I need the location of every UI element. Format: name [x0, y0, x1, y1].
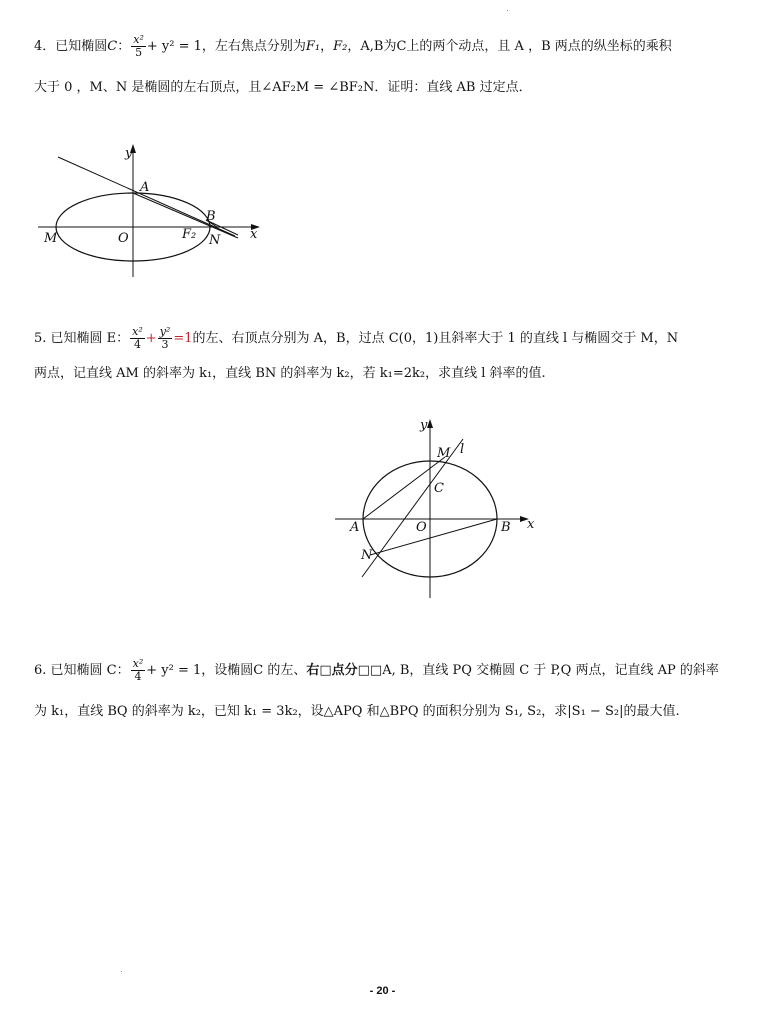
scan-dot	[121, 971, 122, 972]
problem-4-line-2: 大于 0 ，M、N 是椭圆的左右顶点，且∠AF₂M = ∠BF₂N．证明：直线 AB 过定点．	[34, 80, 532, 95]
label-y: y	[420, 418, 428, 433]
label-F2: F₂	[182, 227, 197, 242]
problem-6-line-1: 6. 已知椭圆 C： $\frac{\text{x²}}{4}$ + y² = 1，设椭圆C 的左、右□点分□□A, B，直线 PQ 交椭圆 C 于 P,Q 两点，记直线 AP 的斜率	[34, 657, 719, 683]
label-l: l	[460, 442, 465, 457]
figure-5-ellipse	[330, 415, 545, 600]
figure-4-ellipse	[30, 140, 270, 280]
problem-5-line-2: 两点，记直线 AM 的斜率为 k₁，直线 BN 的斜率为 k₂，若 k₁=2k₂，求直线 l 斜率的值.	[34, 366, 546, 381]
problem-6-line-2: 为 k₁，直线 BQ 的斜率为 k₂，已知 k₁ = 3k₂，设△APQ 和△BPQ 的面积分别为 S₁, S₂，求|S₁ − S₂|的最大值.	[34, 704, 680, 719]
label-C: C	[434, 481, 444, 496]
label-A: A	[350, 520, 360, 535]
label-M: M	[44, 231, 58, 246]
problem-5-line-1: 5. 已知椭圆 E： $\frac{\text{x²}}{4}$ + $\frac{\text{y²}}{3}$ =1的左、右顶点分别为 A，B，过点 C(0，1)且斜率大于 1 的直线 l 与椭圆交于 M，N	[34, 325, 679, 351]
fraction-x: $\frac{\text{x²}}{4}$	[132, 325, 143, 351]
label-N: N	[209, 233, 221, 248]
label-B: B	[501, 520, 511, 535]
label-x: x	[250, 227, 258, 242]
fraction: $\frac{\text{x²}}{4}$	[132, 657, 144, 683]
problem-number: 6.	[34, 663, 47, 678]
label-O: O	[118, 231, 129, 246]
label-N: N	[361, 548, 373, 563]
label-A: A	[140, 180, 150, 195]
label-O: O	[416, 520, 427, 535]
fraction: $\frac{\text{x²}}{5}$	[133, 33, 144, 59]
problem-number: 5.	[34, 331, 47, 346]
label-M: M	[437, 446, 451, 461]
fraction-y: $\frac{\text{y²}}{3}$	[159, 325, 171, 351]
page-number: - 20 -	[369, 985, 396, 997]
label-B: B	[206, 209, 216, 224]
label-y: y	[125, 146, 133, 161]
scan-dot	[507, 10, 508, 11]
problem-4-line-1: 4．已知椭圆C： $\frac{\text{x²}}{5}$ + y² = 1，左右焦点分别为F₁，F₂，A,B为C上的两个动点，且 A ，B 两点的纵坐标的乘积	[34, 33, 672, 59]
problem-number: 4．	[34, 39, 56, 54]
label-x: x	[527, 517, 535, 532]
